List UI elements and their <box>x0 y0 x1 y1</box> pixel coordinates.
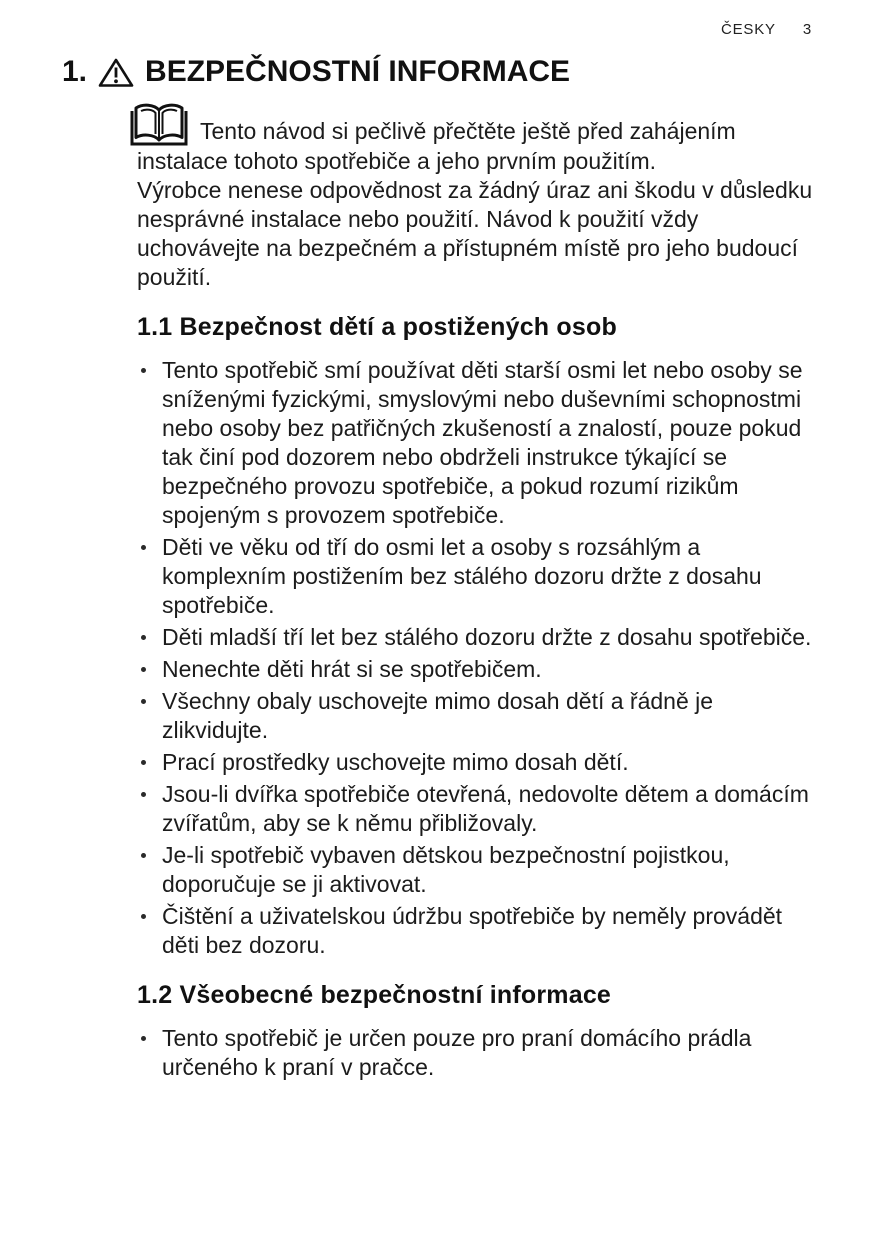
chapter-title-text: BEZPEČNOSTNÍ INFORMACE <box>145 55 571 88</box>
intro-text-1: Tento návod si pečlivě přečtěte ještě před zahájením instalace tohoto spotřebiče a jeho prvním použitím. <box>137 118 736 174</box>
bullet-dot <box>141 1036 146 1041</box>
bullet-text: Čištění a uživatelskou údržbu spotřebiče by neměly provádět děti bez dozoru. <box>162 903 783 958</box>
bullet-dot <box>141 667 146 672</box>
chapter-number: 1. <box>62 55 88 88</box>
section-heading-1-1: 1.1 Bezpečnost dětí a postižených osob <box>137 313 617 341</box>
bullet-text: Je-li spotřebič vybaven dětskou bezpečnostní pojistkou, doporučuje se ji aktivovat. <box>162 842 730 897</box>
safety-children-list <box>137 356 815 960</box>
bullet-dot <box>141 760 146 765</box>
general-safety-list <box>137 1024 815 1082</box>
bullet-dot <box>141 545 146 550</box>
bullet-text: Nenechte děti hrát si se spotřebičem. <box>162 656 542 682</box>
list-item <box>137 356 815 530</box>
page-content <box>137 101 815 1085</box>
section-heading-1-2: 1.2 Všeobecné bezpečnostní informace <box>137 981 612 1009</box>
intro-paragraph-1 <box>137 101 815 176</box>
bullet-dot <box>141 853 146 858</box>
bullet-text: Děti ve věku od tří do osmi let a osoby s rozsáhlým a komplexním postižením bez stálého dozoru držte z dosahu spotřebiče. <box>162 534 762 618</box>
warning-triangle-icon <box>98 57 134 88</box>
list-item <box>137 780 815 838</box>
list-item <box>137 748 815 777</box>
intro-paragraph-2 <box>137 176 815 292</box>
bullet-dot <box>141 368 146 373</box>
bullet-text: Tento spotřebič je určen pouze pro praní domácího prádla určeného k praní v pračce. <box>162 1025 752 1080</box>
bullet-dot <box>141 792 146 797</box>
bullet-dot <box>141 635 146 640</box>
language-label: ČESKY <box>720 21 776 38</box>
list-item <box>137 687 815 745</box>
intro-text-2: Výrobce nenese odpovědnost za žádný úraz ani škodu v důsledku nesprávné instalace nebo použití. Návod k použití vždy uchovávejte na bezpečném a přístupném místě pro jeho budoucí použití. <box>137 177 813 290</box>
page-number: 3 <box>802 21 812 38</box>
bullet-dot <box>141 699 146 704</box>
bullet-text: Děti mladší tří let bez stálého dozoru držte z dosahu spotřebiče. <box>162 624 812 650</box>
bullet-dot <box>141 914 146 919</box>
list-item <box>137 841 815 899</box>
bullet-text: Tento spotřebič smí používat děti starší osmi let nebo osoby se sníženými fyzickými, smyslovými nebo duševními schopnostmi nebo osoby bez patřičných zkušeností a znalostí, pouze pokud tak činí pod dozorem nebo obdrželi instrukce týkající se bezpečného provozu spotřebiče, a pokud rozumí rizikům spojeným s provozem spotřebiče. <box>162 357 803 528</box>
list-item <box>137 655 815 684</box>
list-item <box>137 902 815 960</box>
bullet-text: Jsou-li dvířka spotřebiče otevřená, nedovolte dětem a domácím zvířatům, aby se k němu přibližovaly. <box>162 781 809 836</box>
bullet-text: Prací prostředky uschovejte mimo dosah dětí. <box>162 749 629 775</box>
open-book-icon <box>128 101 190 147</box>
list-item <box>137 533 815 620</box>
list-item <box>137 1024 815 1082</box>
chapter-title <box>62 55 570 89</box>
bullet-text: Všechny obaly uschovejte mimo dosah dětí a řádně je zlikvidujte. <box>162 688 714 743</box>
page-header <box>721 21 812 38</box>
list-item <box>137 623 815 652</box>
